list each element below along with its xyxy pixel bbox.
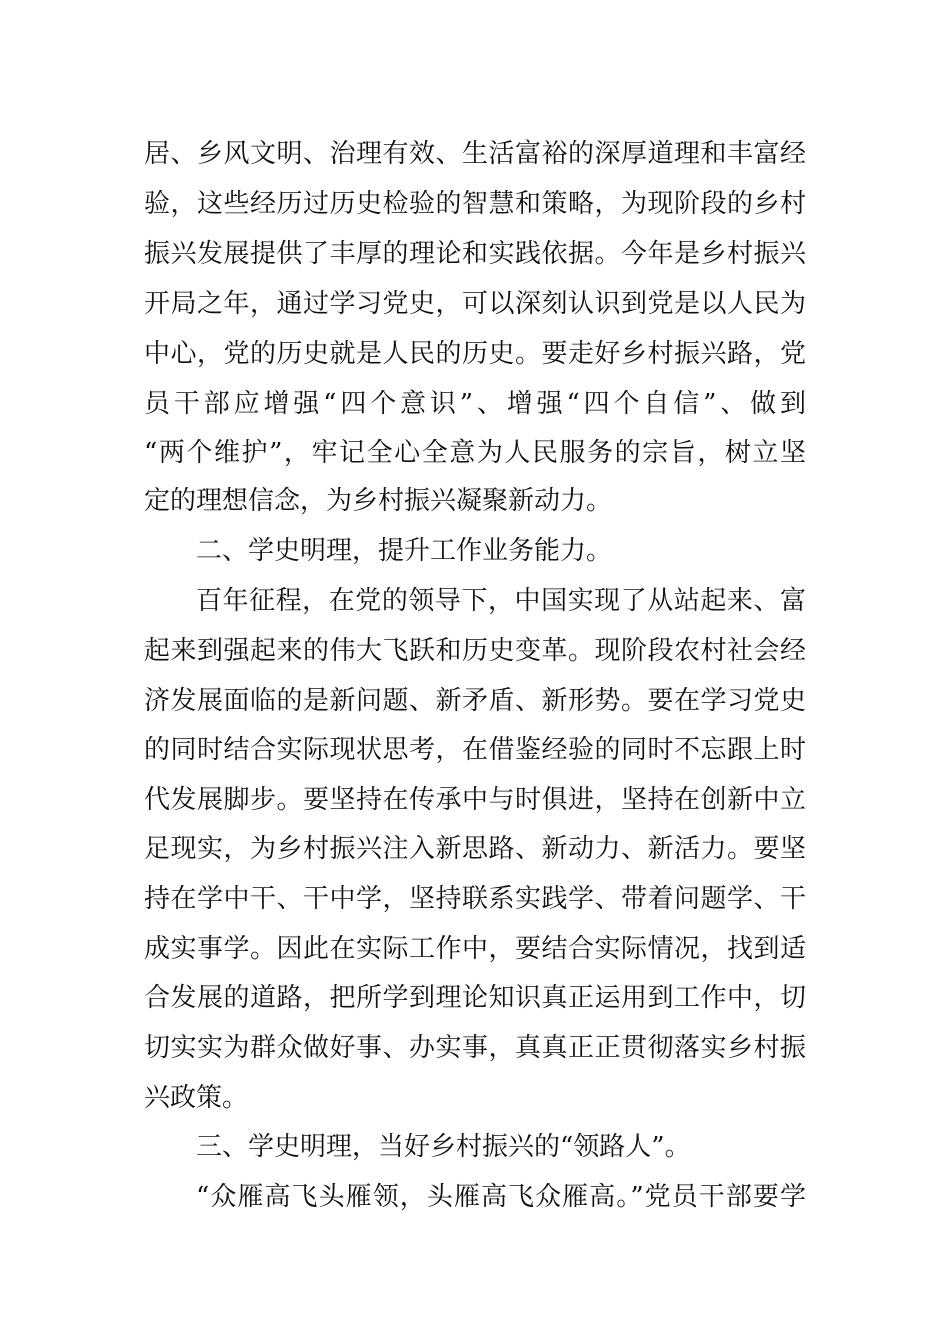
- body-text-line: 的同时结合实际现状思考，在借鉴经验的同时不忘跟上时: [144, 735, 806, 765]
- body-text-line: 切实实为群众做好事、办实事，真真正正贯彻落实乡村振: [144, 1033, 806, 1063]
- body-text-line: “众雁高飞头雁领，头雁高飞众雁高。”党员干部要学: [196, 1182, 806, 1212]
- body-text-line: 成实事学。因此在实际工作中，要结合实际情况，找到适: [144, 934, 806, 964]
- body-text-line: 定的理想信念，为乡村振兴凝聚新动力。: [144, 486, 613, 516]
- section-heading-2: 二、学史明理，提升工作业务能力。: [196, 536, 613, 566]
- body-text-line: 员干部应增强“四个意识”、增强“四个自信”、做到: [144, 389, 806, 419]
- body-text-line: 起来到强起来的伟大飞跃和历史变革。现阶段农村社会经: [144, 636, 806, 666]
- body-text-line: 振兴发展提供了丰厚的理论和实践依据。今年是乡村振兴: [144, 239, 806, 269]
- body-text-line: 持在学中干、干中学，坚持联系实践学、带着问题学、干: [144, 884, 806, 914]
- body-text-line: 合发展的道路，把所学到理论知识真正运用到工作中，切: [144, 983, 806, 1013]
- body-text-line: 居、乡风文明、治理有效、生活富裕的深厚道理和丰富经: [144, 139, 806, 169]
- body-text-line: 中心，党的历史就是人民的历史。要走好乡村振兴路，党: [144, 339, 806, 369]
- body-text-line: 兴政策。: [144, 1083, 249, 1113]
- body-text-line: 开局之年，通过学习党史，可以深刻认识到党是以人民为: [144, 289, 806, 319]
- section-heading-3: 三、学史明理，当好乡村振兴的“领路人”。: [196, 1132, 691, 1162]
- body-text-line: 足现实，为乡村振兴注入新思路、新动力、新活力。要坚: [144, 834, 806, 864]
- body-text-line: 百年征程，在党的领导下，中国实现了从站起来、富: [196, 586, 806, 616]
- body-text-line: “两个维护”，牢记全心全意为人民服务的宗旨，树立坚: [144, 438, 806, 468]
- body-text-line: 代发展脚步。要坚持在传承中与时俱进，坚持在创新中立: [144, 785, 806, 815]
- body-text-line: 济发展面临的是新问题、新矛盾、新形势。要在学习党史: [144, 686, 806, 716]
- body-text-line: 验，这些经历过历史检验的智慧和策略，为现阶段的乡村: [144, 189, 806, 219]
